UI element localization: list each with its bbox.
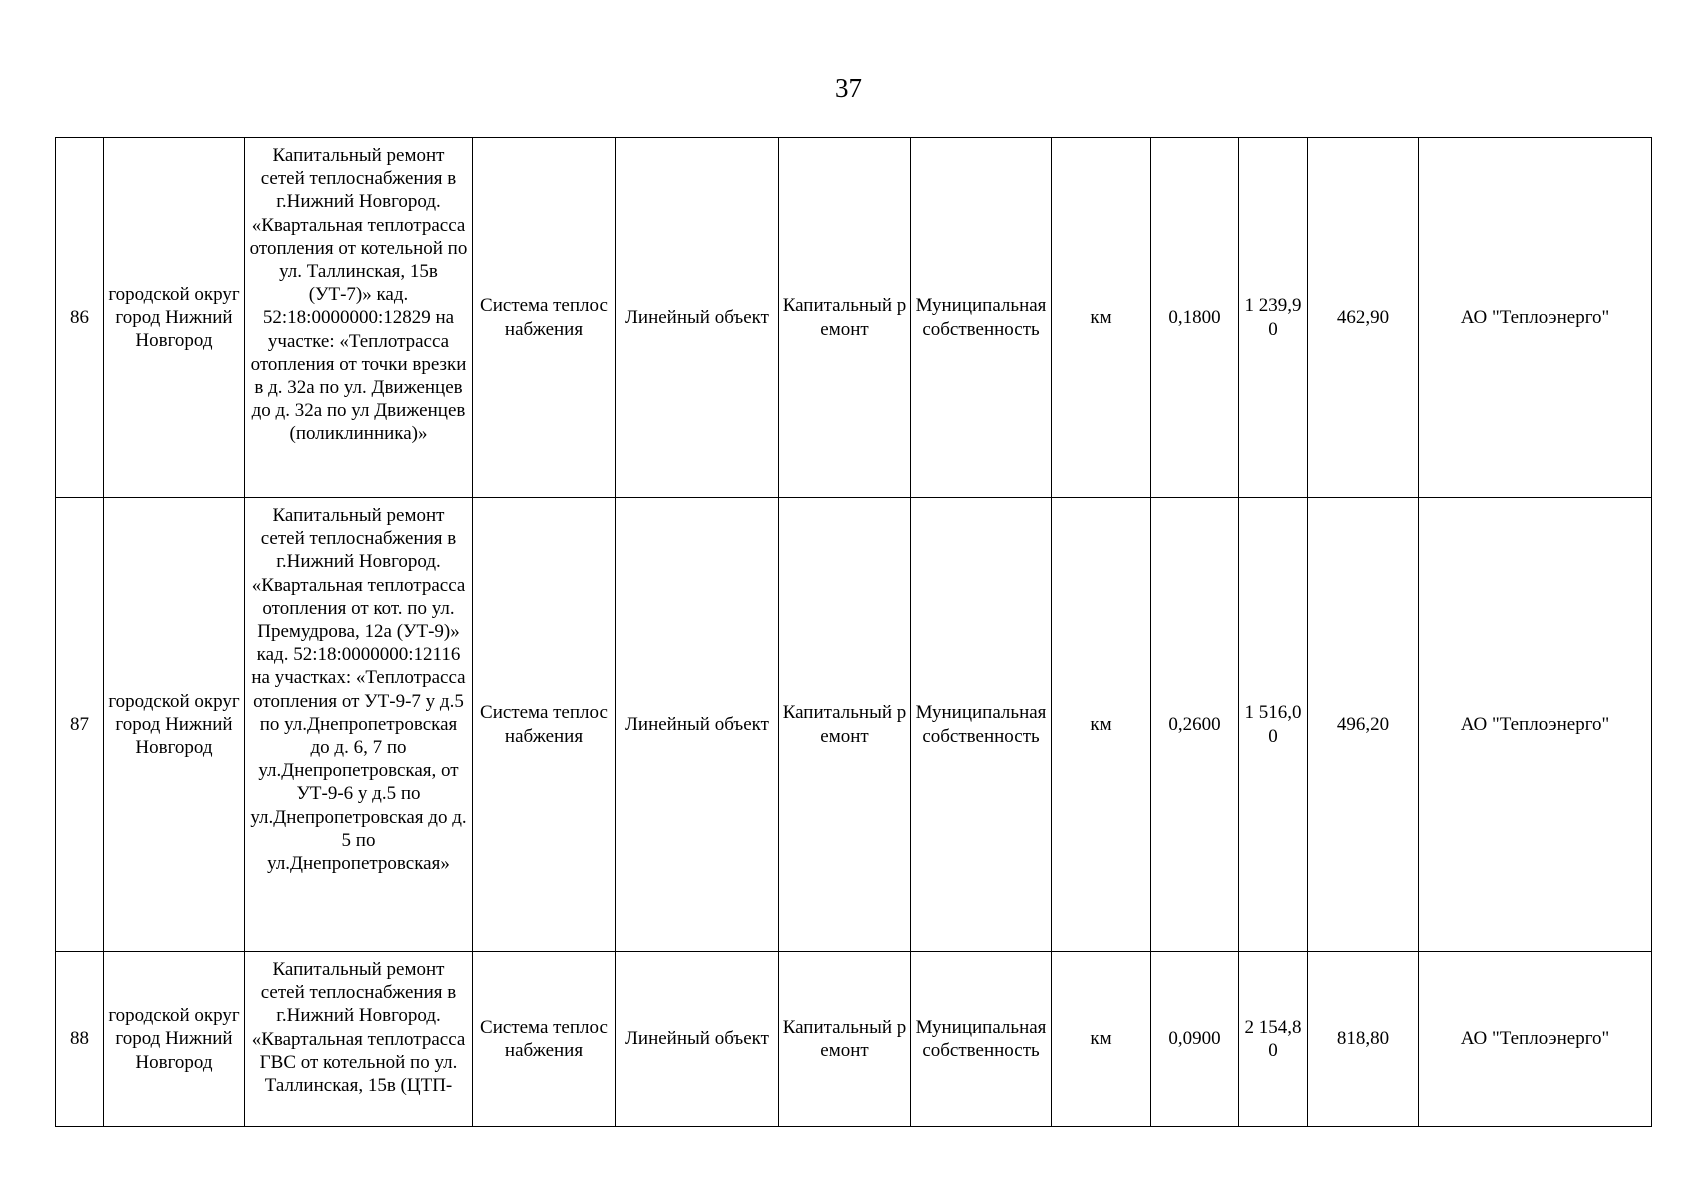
row-number: 88 bbox=[56, 952, 104, 1127]
work-type-cell: Капитальный ремонт bbox=[779, 952, 911, 1127]
municipality-cell: городской округ город Нижний Новгород bbox=[104, 498, 245, 952]
description-cell: Капитальный ремонт сетей теплоснабжения в г.Нижний Новгород. «Квартальная теплотрасса отопления от котельной по ул. Таллинская, 15в (УТ-7)» кад. 52:18:0000000:12829 на участке: «Теплотрасса отопления от точки врезки в д. 32а по ул. Движенцев до д. 32а по ул Движенцев (поликлинника)» bbox=[245, 138, 473, 498]
cost-cell: 2 154,80 bbox=[1239, 952, 1308, 1127]
cost-cell: 1 516,00 bbox=[1239, 498, 1308, 952]
registry-table bbox=[55, 137, 1652, 1127]
unit-cell: км bbox=[1052, 952, 1151, 1127]
description-cell: Капитальный ремонт сетей теплоснабжения в г.Нижний Новгород. «Квартальная теплотрасса отопления от кот. по ул. Премудрова, 12а (УТ-9)» кад. 52:18:0000000:12116 на участках: «Теплотрасса отопления от УТ-9-7 у д.5 по ул.Днепропетровская до д. 6, 7 по ул.Днепропетровская, от УТ-9-6 у д.5 по ул.Днепропетровская до д. 5 по ул.Днепропетровская» bbox=[245, 498, 473, 952]
organization-cell: АО "Теплоэнерго" bbox=[1419, 952, 1652, 1127]
municipality-cell: городской округ город Нижний Новгород bbox=[104, 138, 245, 498]
object-type-cell: Линейный объект bbox=[616, 138, 779, 498]
table-row bbox=[56, 498, 1652, 952]
municipality-cell: городской округ город Нижний Новгород bbox=[104, 952, 245, 1127]
system-cell: Система теплоснабжения bbox=[473, 952, 616, 1127]
description-text: Капитальный ремонт сетей теплоснабжения в г.Нижний Новгород. «Квартальная теплотрасса ГВС от котельной по ул. Таллинская, 15в (ЦТП- bbox=[251, 959, 466, 1097]
unit-cell: км bbox=[1052, 138, 1151, 498]
value2-cell: 818,80 bbox=[1308, 952, 1419, 1127]
page-number: 37 bbox=[835, 73, 862, 103]
unit-cell: км bbox=[1052, 498, 1151, 952]
organization-cell: АО "Теплоэнерго" bbox=[1419, 138, 1652, 498]
value2-cell: 462,90 bbox=[1308, 138, 1419, 498]
row-number: 86 bbox=[56, 138, 104, 498]
table-row bbox=[56, 138, 1652, 498]
work-type-cell: Капитальный ремонт bbox=[779, 138, 911, 498]
ownership-cell: Муниципальная собственность bbox=[911, 498, 1052, 952]
ownership-cell: Муниципальная собственность bbox=[911, 138, 1052, 498]
system-cell: Система теплоснабжения bbox=[473, 138, 616, 498]
length-cell: 0,0900 bbox=[1151, 952, 1239, 1127]
cost-cell: 1 239,90 bbox=[1239, 138, 1308, 498]
work-type-cell: Капитальный ремонт bbox=[779, 498, 911, 952]
length-cell: 0,1800 bbox=[1151, 138, 1239, 498]
description-cell bbox=[245, 952, 473, 1127]
object-type-cell: Линейный объект bbox=[616, 952, 779, 1127]
table-row bbox=[56, 952, 1652, 1127]
length-cell: 0,2600 bbox=[1151, 498, 1239, 952]
object-type-cell: Линейный объект bbox=[616, 498, 779, 952]
row-number: 87 bbox=[56, 498, 104, 952]
organization-cell: АО "Теплоэнерго" bbox=[1419, 498, 1652, 952]
value2-cell: 496,20 bbox=[1308, 498, 1419, 952]
ownership-cell: Муниципальная собственность bbox=[911, 952, 1052, 1127]
system-cell: Система теплоснабжения bbox=[473, 498, 616, 952]
